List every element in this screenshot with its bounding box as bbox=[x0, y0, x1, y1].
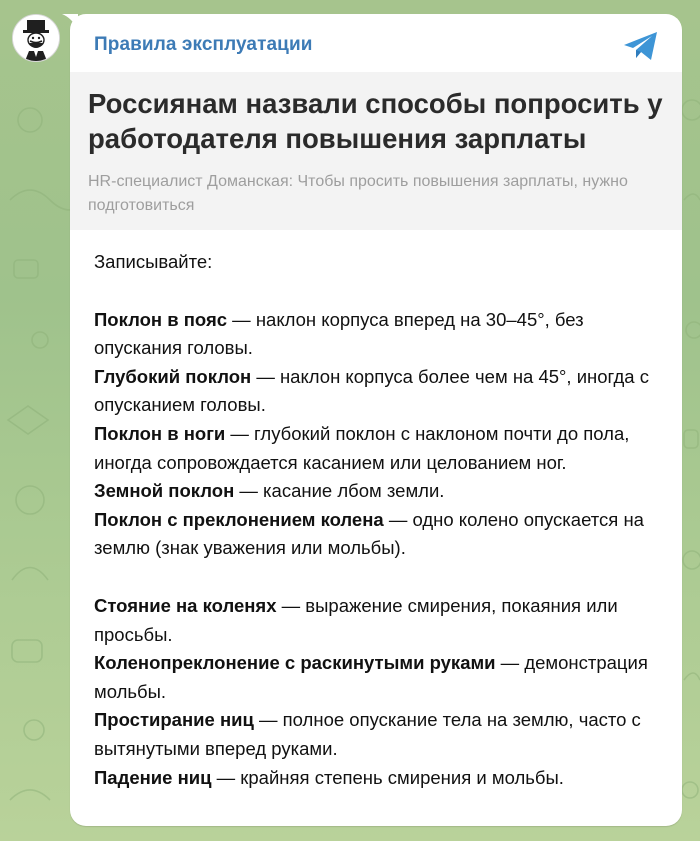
item-definition: — наклон корпуса вперед на 30–45°, без опускания головы. bbox=[94, 308, 584, 359]
item-definition: — демонстрация мольбы. bbox=[94, 652, 648, 702]
item-term: Коленопреклонение с раскинутыми руками bbox=[94, 652, 496, 674]
item-term: Падение ниц bbox=[94, 766, 212, 788]
list-item bbox=[94, 764, 664, 793]
item-term: Земной поклон bbox=[94, 480, 235, 502]
preview-title[interactable]: Россиянам назвали способы попросить у работодателя повышения зарплаты bbox=[88, 88, 663, 154]
list-item bbox=[94, 592, 664, 649]
message-bubble bbox=[70, 14, 682, 826]
item-term: Стояние на коленях bbox=[94, 594, 277, 616]
item-definition: — полное опускание тела на землю, часто с вытянутыми вперед руками. bbox=[94, 709, 641, 759]
item-definition: — крайняя степень смирения и мольбы. bbox=[211, 766, 564, 788]
item-definition: — глубокий поклон с наклоном почти до пола, иногда сопровождается касанием или целованием ног. bbox=[94, 422, 630, 473]
item-definition: — наклон корпуса более чем на 45°, иногда с опусканием головы. bbox=[94, 365, 649, 416]
list-item bbox=[94, 363, 664, 420]
telegram-plane-icon[interactable] bbox=[622, 30, 660, 62]
list-item bbox=[94, 477, 664, 506]
preview-description: HR-специалист Доманская: Чтобы просить повышения зарплаты, нужно подготовиться bbox=[88, 173, 628, 214]
gentleman-with-top-hat-icon bbox=[13, 15, 59, 61]
list-item bbox=[94, 649, 664, 706]
list-item bbox=[94, 506, 664, 563]
item-term: Глубокий поклон bbox=[94, 365, 252, 387]
list-item bbox=[94, 706, 664, 763]
item-term: Поклон в ноги bbox=[94, 422, 226, 444]
item-definition: — касание лбом земли. bbox=[234, 480, 445, 502]
item-term: Поклон с преклонением колена bbox=[94, 508, 384, 530]
list-item bbox=[94, 306, 664, 363]
channel-name[interactable]: Правила эксплуатации bbox=[94, 34, 313, 55]
item-definition: — выражение смирения, покаяния или просьбы. bbox=[94, 594, 618, 645]
post-text bbox=[94, 248, 664, 792]
link-preview[interactable] bbox=[70, 72, 682, 230]
item-term: Поклон в пояс bbox=[94, 308, 228, 330]
channel-avatar[interactable] bbox=[12, 14, 60, 62]
list-item bbox=[94, 420, 664, 477]
item-definition: — одно колено опускается на землю (знак уважения или мольбы). bbox=[94, 508, 644, 559]
item-term: Простирание ниц bbox=[94, 709, 254, 731]
post-intro: Записывайте: bbox=[94, 251, 213, 272]
